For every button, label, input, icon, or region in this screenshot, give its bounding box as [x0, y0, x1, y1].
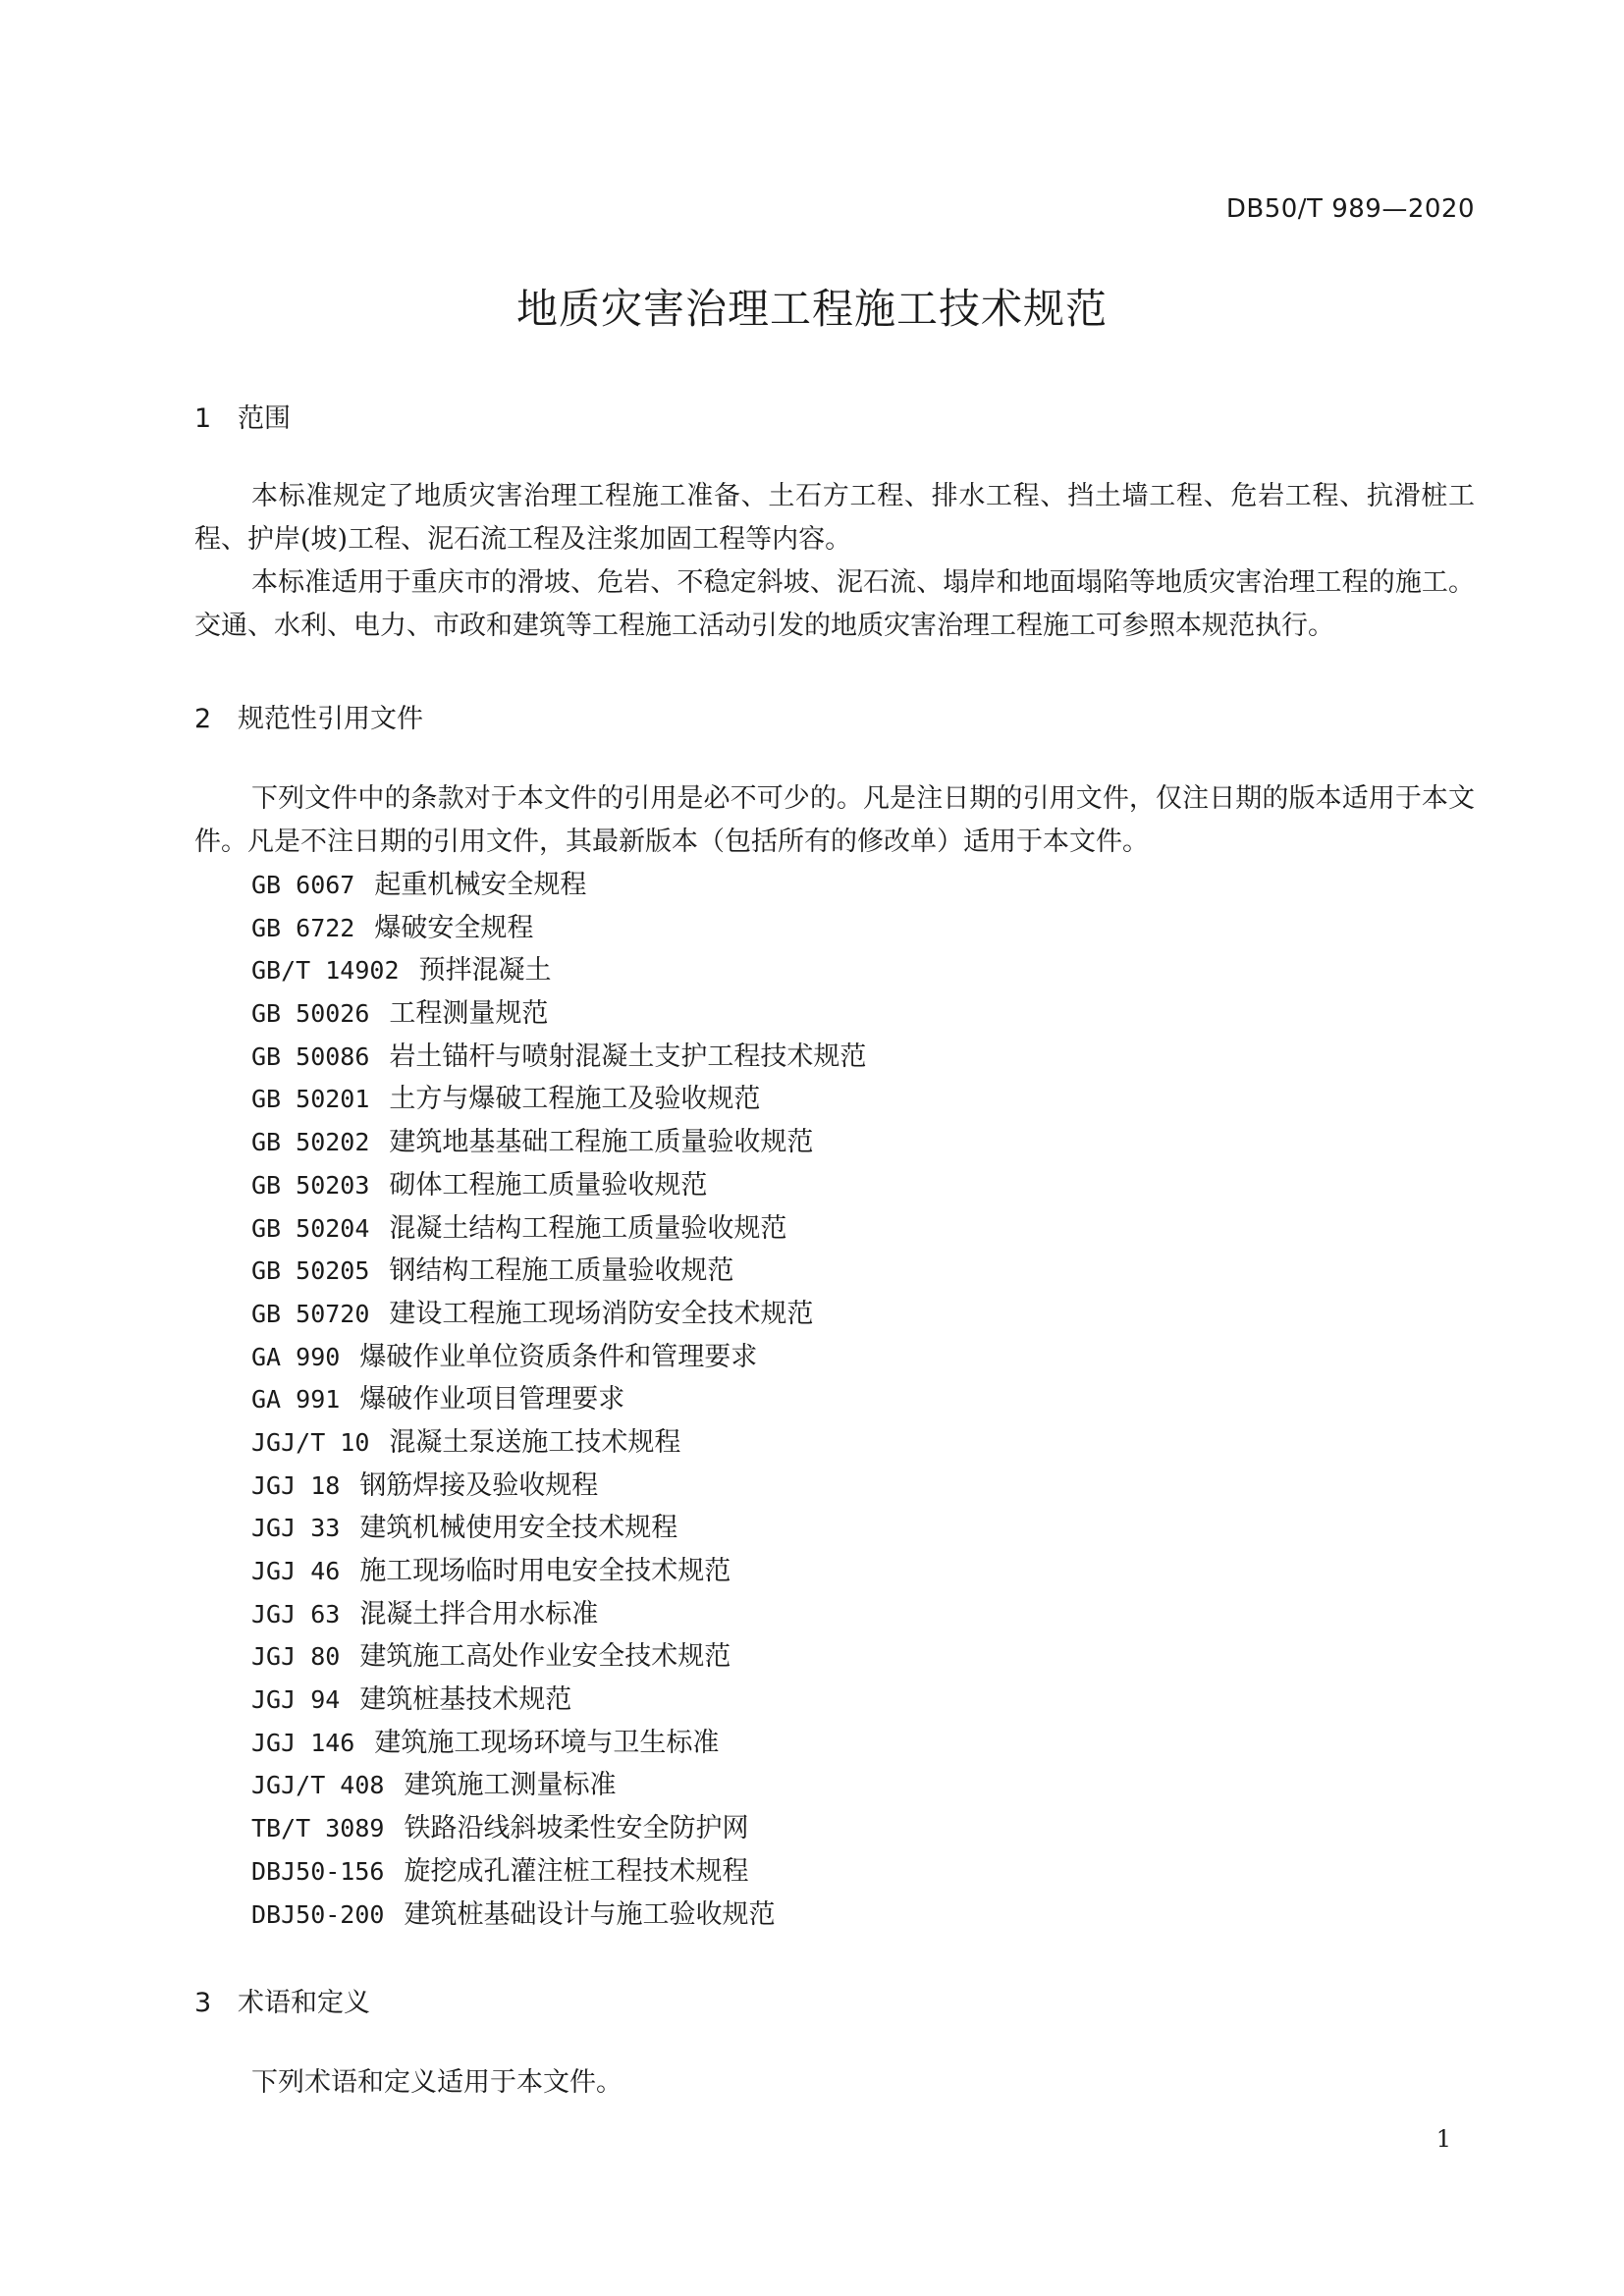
references-intro-paragraph: 下列文件中的条款对于本文件的引用是必不可少的。凡是注日期的引用文件，仅注日期的版本适用于本文件。凡是不注日期的引用文件，其最新版本（包括所有的修改单）适用于本文件。: [194, 783, 1475, 857]
reference-item: [251, 1593, 866, 1636]
reference-item: [251, 1164, 866, 1207]
section-number: 2: [194, 704, 212, 734]
reference-item: [251, 1507, 866, 1550]
reference-item: [251, 1421, 866, 1465]
reference-code: JGJ 63: [251, 1599, 341, 1629]
section-number: 1: [194, 403, 212, 434]
reference-item: [251, 1121, 866, 1164]
reference-item: [251, 907, 866, 950]
reference-code: GB 50086: [251, 1041, 370, 1071]
reference-name: 钢筋焊接及验收规程: [359, 1469, 599, 1501]
reference-item: [251, 1336, 866, 1379]
reference-name: 岩土锚杆与喷射混凝土支护工程技术规范: [389, 1041, 867, 1072]
reference-name: 铁路沿线斜坡柔性安全防护网: [404, 1813, 749, 1844]
reference-code: JGJ/T 10: [251, 1427, 370, 1457]
reference-list: [251, 864, 866, 1936]
reference-code: DBJ50-156: [251, 1856, 385, 1886]
reference-name: 建筑施工高处作业安全技术规范: [359, 1641, 731, 1673]
reference-code: GA 990: [251, 1342, 341, 1371]
reference-code: GA 991: [251, 1385, 341, 1415]
reference-name: 建筑地基基础工程施工质量验收规范: [389, 1127, 814, 1158]
reference-name: 混凝土拌合用水标准: [359, 1598, 599, 1629]
reference-name: 建筑桩基技术规范: [359, 1684, 572, 1716]
reference-item: [251, 949, 866, 992]
reference-code: JGJ 80: [251, 1642, 341, 1672]
terms-intro-paragraph: 下列术语和定义适用于本文件。: [251, 2067, 623, 2098]
reference-code: GB/T 14902: [251, 956, 400, 986]
reference-code: JGJ 18: [251, 1470, 341, 1500]
reference-name: 混凝土泵送施工技术规程: [389, 1426, 681, 1458]
reference-code: GB 50204: [251, 1213, 370, 1243]
reference-item: [251, 1293, 866, 1336]
reference-name: 混凝土结构工程施工质量验收规范: [389, 1212, 787, 1244]
reference-code: TB/T 3089: [251, 1814, 385, 1843]
reference-item: [251, 1894, 866, 1937]
section-heading-scope: [194, 397, 291, 435]
scope-paragraph: 本标准规定了地质灾害治理工程施工准备、土石方工程、排水工程、挡土墙工程、危岩工程、抗滑桩工程、护岸(坡)工程、泥石流工程及注浆加固工程等内容。: [194, 481, 1475, 555]
section-title: 术语和定义: [238, 1988, 370, 2018]
reference-item: [251, 1679, 866, 1722]
reference-item: [251, 1722, 866, 1765]
reference-code: DBJ50-200: [251, 1899, 385, 1929]
document-title: 地质灾害治理工程施工技术规范: [515, 285, 1108, 333]
reference-item: [251, 1807, 866, 1850]
reference-item: [251, 992, 866, 1036]
reference-name: 建筑桩基础设计与施工验收规范: [404, 1898, 776, 1930]
reference-item: [251, 1550, 866, 1593]
scope-paragraph: 本标准适用于重庆市的滑坡、危岩、不稳定斜坡、泥石流、塌岸和地面塌陷等地质灾害治理工程的施工。交通、水利、电力、市政和建筑等工程施工活动引发的地质灾害治理工程施工可参照本规范执行。: [194, 567, 1475, 641]
reference-name: 起重机械安全规程: [374, 870, 587, 900]
section-heading-terms-definitions: [194, 1981, 370, 2019]
reference-code: JGJ 94: [251, 1685, 341, 1715]
reference-name: 爆破安全规程: [374, 912, 534, 943]
reference-code: GB 6722: [251, 913, 355, 942]
section-title: 规范性引用文件: [238, 704, 423, 734]
reference-code: GB 50201: [251, 1085, 370, 1114]
reference-name: 钢结构工程施工质量验收规范: [389, 1255, 734, 1287]
reference-item: [251, 1207, 866, 1251]
reference-name: 建筑施工测量标准: [404, 1770, 617, 1801]
reference-name: 建筑机械使用安全技术规程: [359, 1513, 678, 1544]
page-number: 1: [1435, 2125, 1451, 2153]
reference-code: GB 6067: [251, 871, 355, 899]
reference-code: GB 50026: [251, 999, 370, 1029]
reference-code: JGJ 46: [251, 1557, 341, 1585]
reference-name: 建设工程施工现场消防安全技术规范: [389, 1298, 814, 1329]
reference-item: [251, 1465, 866, 1508]
reference-name: 爆破作业项目管理要求: [359, 1384, 625, 1415]
reference-code: GB 50203: [251, 1170, 370, 1200]
reference-code: GB 50205: [251, 1256, 370, 1286]
reference-item: [251, 1078, 866, 1121]
reference-name: 旋挖成孔灌注桩工程技术规程: [404, 1855, 749, 1887]
reference-item: [251, 1635, 866, 1679]
reference-name: 土方与爆破工程施工及验收规范: [389, 1084, 761, 1115]
reference-code: GB 50720: [251, 1299, 370, 1328]
reference-code: JGJ 146: [251, 1728, 355, 1757]
reference-item: [251, 1764, 866, 1807]
section-number: 3: [194, 1988, 212, 2018]
reference-code: JGJ/T 408: [251, 1771, 385, 1800]
reference-item: [251, 1250, 866, 1293]
reference-name: 工程测量规范: [389, 998, 549, 1030]
reference-name: 砌体工程施工质量验收规范: [389, 1169, 708, 1201]
section-heading-normative-references: [194, 697, 423, 735]
reference-item: [251, 864, 866, 907]
reference-item: [251, 1378, 866, 1421]
reference-name: 预拌混凝土: [418, 955, 552, 987]
document-code: DB50/T 989—2020: [1225, 194, 1475, 224]
reference-item: [251, 1036, 866, 1079]
section-title: 范围: [238, 403, 291, 434]
reference-name: 施工现场临时用电安全技术规范: [359, 1556, 731, 1586]
reference-code: JGJ 33: [251, 1514, 341, 1543]
reference-item: [251, 1850, 866, 1894]
reference-name: 爆破作业单位资质条件和管理要求: [359, 1341, 758, 1372]
reference-code: GB 50202: [251, 1128, 370, 1157]
reference-name: 建筑施工现场环境与卫生标准: [374, 1727, 720, 1758]
